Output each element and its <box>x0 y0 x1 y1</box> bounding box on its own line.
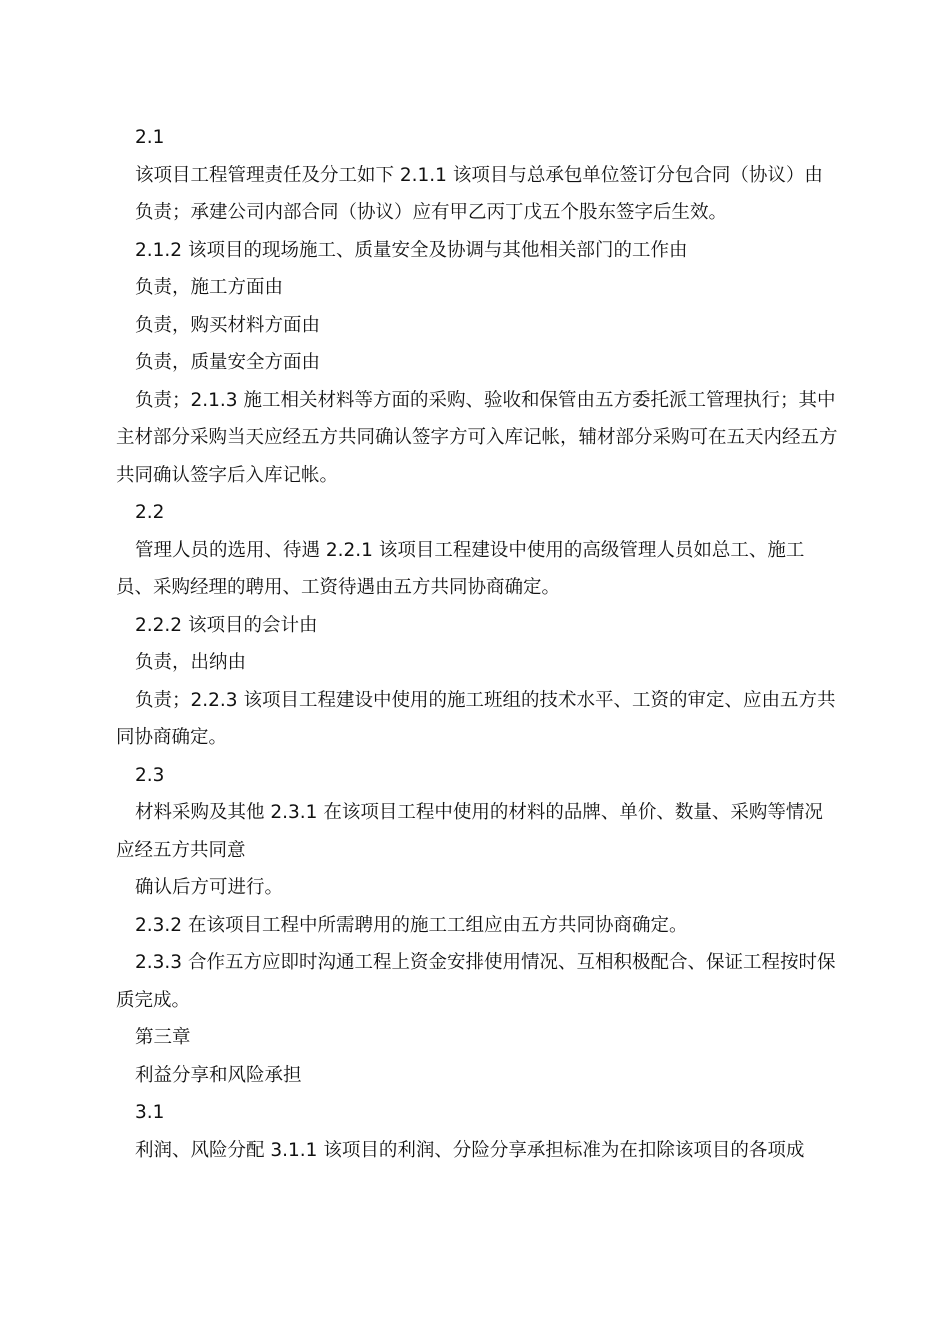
paragraph-internal-contract: 负责；承建公司内部合同（协议）应有甲乙丙丁戊五个股东签字后生效。 <box>135 202 728 223</box>
section-heading-2-2: 2.2 <box>135 502 165 523</box>
paragraph-construction-responsible: 负责，施工方面由 <box>135 277 284 298</box>
paragraph-responsibility-division: 该项目工程管理责任及分工如下 2.1.1 该项目与总承包单位签订分包合同（协议）由 <box>135 164 823 186</box>
paragraph-2-3-2: 2.3.2 在该项目工程中所需聘用的施工工组应由五方共同协商确定。 <box>135 914 688 936</box>
paragraph-confirm-before-proceed: 确认后方可进行。 <box>135 877 284 898</box>
chapter-heading-3: 第三章 <box>135 1027 191 1048</box>
section-heading-2-1: 2.1 <box>135 127 165 148</box>
paragraph-3-1-1: 利润、风险分配 3.1.1 该项目的利润、分险分享承担标准为在扣除该项目的各项成 <box>135 1139 805 1161</box>
paragraph-2-2-2: 2.2.2 该项目的会计由 <box>135 614 318 636</box>
document-body <box>116 119 838 1169</box>
paragraph-materials-responsible: 负责，购买材料方面由 <box>135 314 321 336</box>
section-heading-2-3: 2.3 <box>135 764 165 786</box>
paragraph-2-3-1: 材料采购及其他 2.3.1 在该项目工程中使用的材料的品牌、单价、数量、采购等情况应经五方共同意 <box>116 802 823 861</box>
paragraph-2-3-3: 2.3.3 合作五方应即时沟通工程上资金安排使用情况、互相积极配合、保证工程按时保质完成。 <box>116 952 836 1011</box>
paragraph-cashier-responsible: 负责，出纳由 <box>135 652 247 673</box>
paragraph-safety-responsible: 负责，质量安全方面由 <box>135 352 321 373</box>
paragraph-2-1-2: 2.1.2 该项目的现场施工、质量安全及协调与其他相关部门的工作由 <box>135 239 688 261</box>
chapter-title-3: 利益分享和风险承担 <box>135 1064 302 1086</box>
paragraph-2-2-1: 管理人员的选用、待遇 2.2.1 该项目工程建设中使用的高级管理人员如总工、施工员、采购经理的聘用、工资待遇由五方共同协商确定。 <box>116 539 805 598</box>
paragraph-2-2-3: 负责；2.2.3 该项目工程建设中使用的施工班组的技术水平、工资的审定、应由五方共同协商确定。 <box>116 689 836 748</box>
section-heading-3-1: 3.1 <box>135 1102 165 1123</box>
paragraph-2-1-3: 负责；2.1.3 施工相关材料等方面的采购、验收和保管由五方委托派工管理执行；其中主材部分采购当天应经五方共同确认签字方可入库记帐，辅材部分采购可在五天内经五方共同确认签字后入库记帐。 <box>116 389 838 486</box>
